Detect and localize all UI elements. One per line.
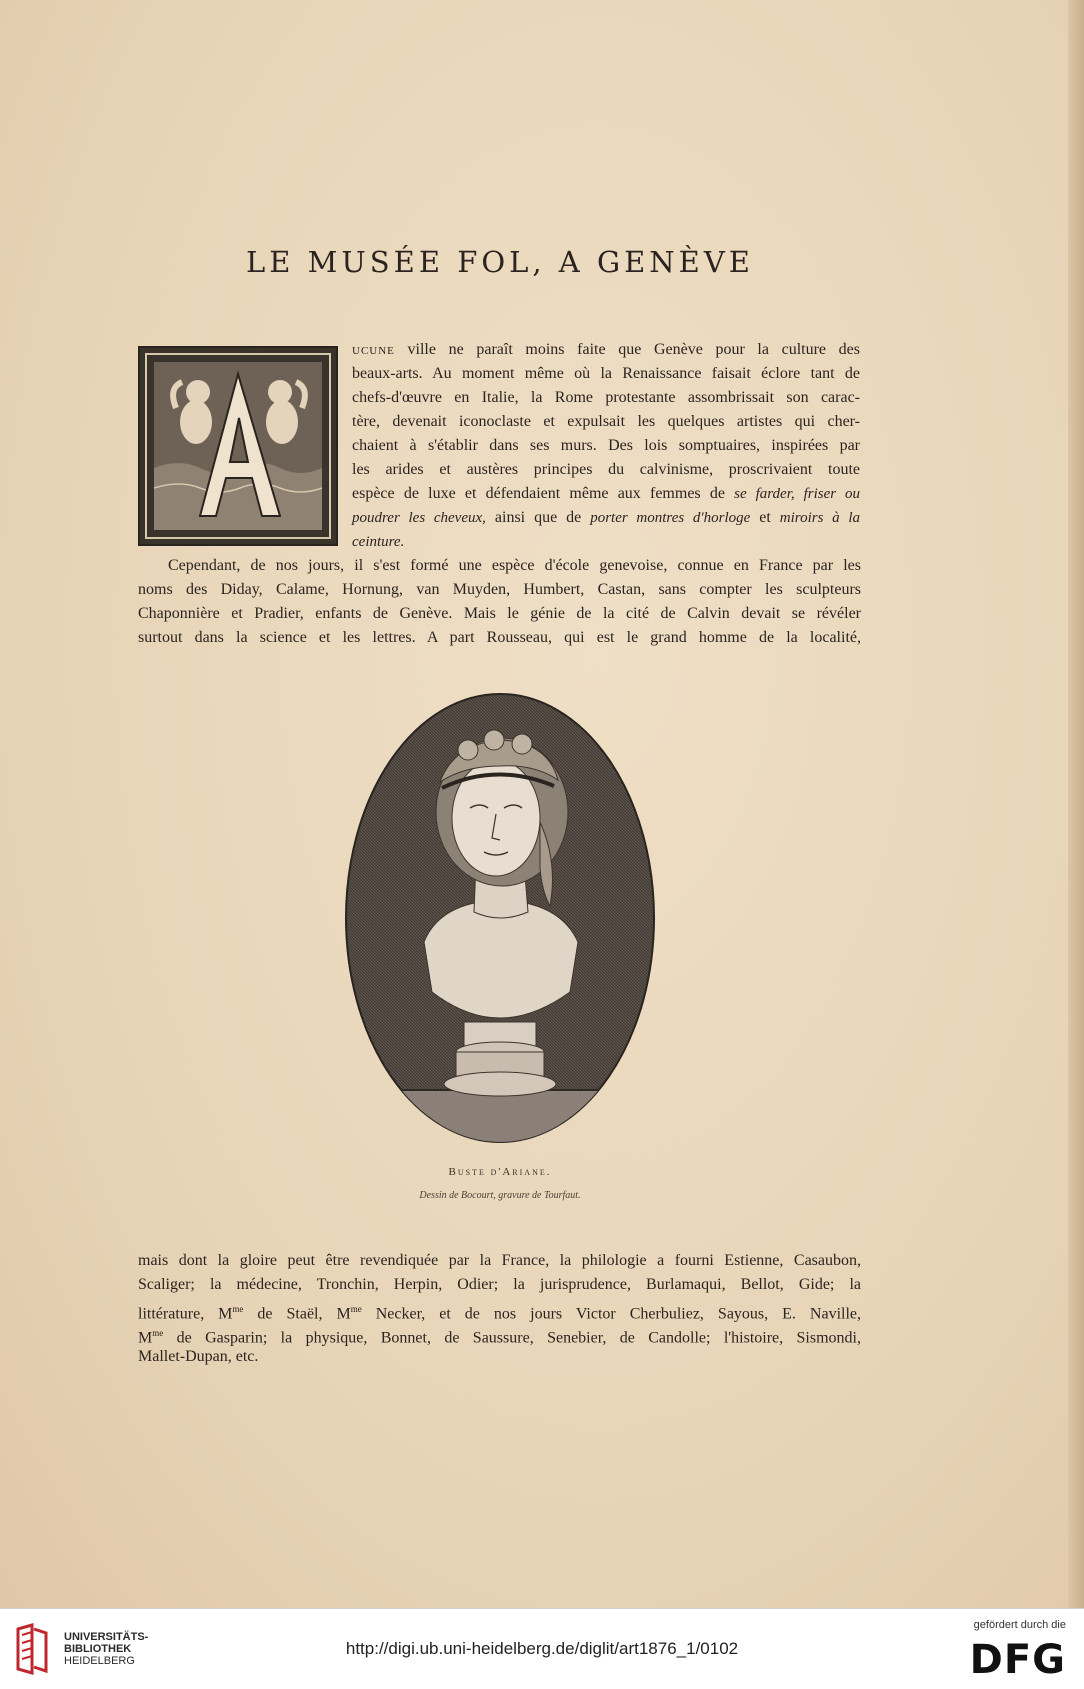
article-title: LE MUSÉE FOL, A GENÈVE <box>246 245 754 279</box>
text-line: Mallet-Dupan, etc. <box>138 1348 259 1365</box>
text-span: espèce de luxe et défendaient même aux femmes de <box>352 485 725 502</box>
italic-text: miroirs à la <box>779 510 861 526</box>
superscript: me <box>152 1328 164 1338</box>
text-line <box>138 1297 861 1321</box>
text-line <box>352 530 860 554</box>
library-name-line: HEIDELBERG <box>64 1655 135 1667</box>
text-line <box>352 338 860 362</box>
digitization-footer <box>0 1608 1084 1689</box>
library-name-line: BIBLIOTHEK <box>64 1643 132 1655</box>
italic-text: se farder, friser ou <box>734 486 861 502</box>
funded-by-label: gefördert durch die <box>973 1619 1066 1631</box>
text-line: les arides et austères principes du calvinisme, proscrivaient toute <box>352 461 860 478</box>
text-line: beaux-arts. Au moment même où la Renaissance faisait éclore tant de <box>352 365 860 382</box>
text-span: M <box>138 1329 153 1347</box>
text-span: de Gasparin; la physique, Bonnet, de Saussure, Senebier, de Candolle; l'histoire, Sismondi, <box>163 1329 861 1347</box>
text-line <box>352 482 860 506</box>
figure-credit: Dessin de Bocourt, gravure de Tourfaut. <box>419 1190 581 1201</box>
text-span: Necker, et de nos jours Victor Cherbuliez, Sayous, E. Naville, <box>361 1305 862 1323</box>
text-line <box>138 1321 861 1345</box>
italic-text: porter montres d'horloge <box>590 510 751 526</box>
text-span: ainsi que de <box>494 509 582 526</box>
superscript: me <box>232 1304 244 1314</box>
text-span: littérature, M <box>138 1305 233 1323</box>
figure-caption: Buste d'Ariane. <box>448 1166 552 1178</box>
text-line: Scaliger; la médecine, Tronchin, Herpin, Odier; la jurisprudence, Burlamaqui, Bellot, Gide; la <box>138 1276 861 1293</box>
text-line <box>352 506 860 530</box>
ornamental-drop-cap <box>138 346 338 546</box>
drop-cap-illustration <box>140 348 336 544</box>
text-span: ville ne paraît moins faite que Genève pour la culture des <box>407 341 860 358</box>
text-span: de Staël, M <box>243 1305 351 1323</box>
text-line: chefs-d'œuvre en Italie, la Rome protestante assombrissait son carac- <box>352 389 860 406</box>
superscript: me <box>350 1304 362 1314</box>
text-line: surtout dans la science et les lettres. A part Rousseau, qui est le grand homme de la localité, <box>138 629 861 646</box>
italic-text: poudrer les cheveux, <box>352 510 486 526</box>
text-line: Cependant, de nos jours, il s'est formé une espèce d'école genevoise, connue en France par les <box>168 557 861 574</box>
page-edge <box>1068 0 1084 1608</box>
drop-cap-letter: A <box>237 534 239 535</box>
text-line: chaient à s'établir dans ses murs. Des lois somptuaires, inspirées par <box>352 437 860 454</box>
text-line: Chaponnière et Pradier, enfants de Genève. Mais le génie de la cité de Calvin devait se révéler <box>138 605 861 622</box>
bust-engraving <box>344 692 656 1145</box>
small-caps-word: ucune <box>352 341 395 358</box>
italic-text: ceinture. <box>352 534 405 550</box>
dfg-logo: DFG <box>969 1637 1066 1683</box>
text-span: et <box>759 509 771 526</box>
permalink-url[interactable]: http://digi.ub.uni-heidelberg.de/diglit/art1876_1/0102 <box>345 1639 739 1658</box>
second-paragraph <box>138 554 861 650</box>
text-line: tère, devenait iconoclaste et expulsait les quelques artistes qui cher- <box>352 413 860 430</box>
opening-paragraph <box>352 338 860 554</box>
third-paragraph <box>138 1249 861 1369</box>
text-line: noms des Diday, Calame, Hornung, van Muyden, Humbert, Castan, sans compter les sculpteurs <box>138 581 861 598</box>
text-line: mais dont la gloire peut être revendiquée par la France, la philologie a fourni Estienne, Casaubon, <box>138 1252 861 1269</box>
library-name-line: UNIVERSITÄTS- <box>64 1631 149 1643</box>
